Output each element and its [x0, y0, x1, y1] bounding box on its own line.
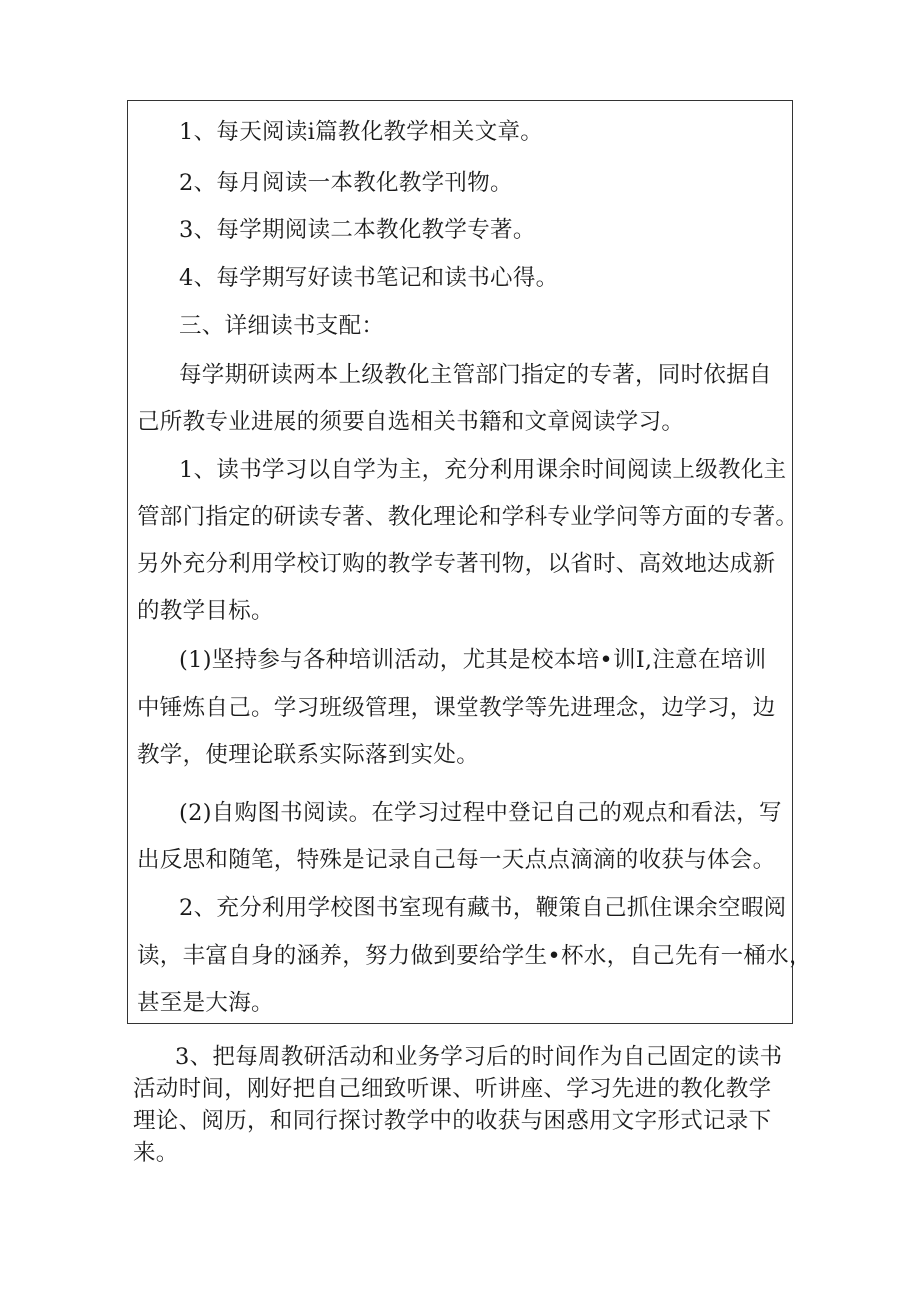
- list-item-semester-reading: 3、每学期阅读二本教化教学专著。: [179, 217, 536, 243]
- paragraph-line: (1)坚持参与各种培训活动，尤其是校本培•训I,注意在培训: [179, 647, 767, 673]
- paragraph-line: 来。: [133, 1140, 179, 1166]
- paragraph-line: 管部门指定的研读专著、教化理论和学科专业学问等方面的专著。: [137, 504, 799, 530]
- paragraph-line: 每学期研读两本上级教化主管部门指定的专著，同时依据自: [179, 362, 772, 388]
- paragraph-line: 中锤炼自己。学习班级管理，课堂教学等先进理念，边学习，边: [137, 695, 776, 721]
- paragraph-line: (2)自购图书阅读。在学习过程中登记自己的观点和看法，写: [179, 800, 782, 826]
- paragraph-line: 活动时间，刚好把自己细致听课、听讲座、学习先进的教化教学: [133, 1076, 772, 1102]
- section-heading-reading-plan: 三、详细读书支配：: [179, 313, 385, 339]
- paragraph-line: 2、充分利用学校图书室现有藏书，鞭策自己抓住课余空暇阅: [179, 895, 787, 921]
- list-item-reading-notes: 4、每学期写好读书笔记和读书心得。: [179, 265, 559, 291]
- paragraph-line: 己所教专业进展的须要自选相关书籍和文章阅读学习。: [137, 409, 685, 435]
- paragraph-line: 3、把每周教研活动和业务学习后的时间作为自己固定的读书: [175, 1044, 783, 1070]
- paragraph-line: 理论、阅历，和同行探讨教学中的收获与困惑用文字形式记录下: [133, 1108, 772, 1134]
- paragraph-line: 的教学目标。: [137, 598, 274, 624]
- list-item-monthly-reading: 2、每月阅读一本教化教学刊物。: [179, 170, 513, 196]
- paragraph-line: 另外充分利用学校订购的教学专著刊物，以省时、高效地达成新: [137, 551, 776, 577]
- paragraph-line: 1、读书学习以自学为主，充分利用课余时间阅读上级教化主: [179, 457, 787, 483]
- paragraph-line: 读，丰富自身的涵养，努力做到要给学生•杯水，自己先有一桶水，: [137, 943, 812, 969]
- list-item-daily-reading: 1、每天阅读i篇教化教学相关文章。: [179, 119, 544, 145]
- paragraph-line: 教学，使理论联系实际落到实处。: [137, 742, 480, 768]
- paragraph-line: 出反思和随笔，特殊是记录自己每一天点点滴滴的收获与体会。: [137, 847, 776, 873]
- paragraph-line: 甚至是大海。: [137, 990, 274, 1016]
